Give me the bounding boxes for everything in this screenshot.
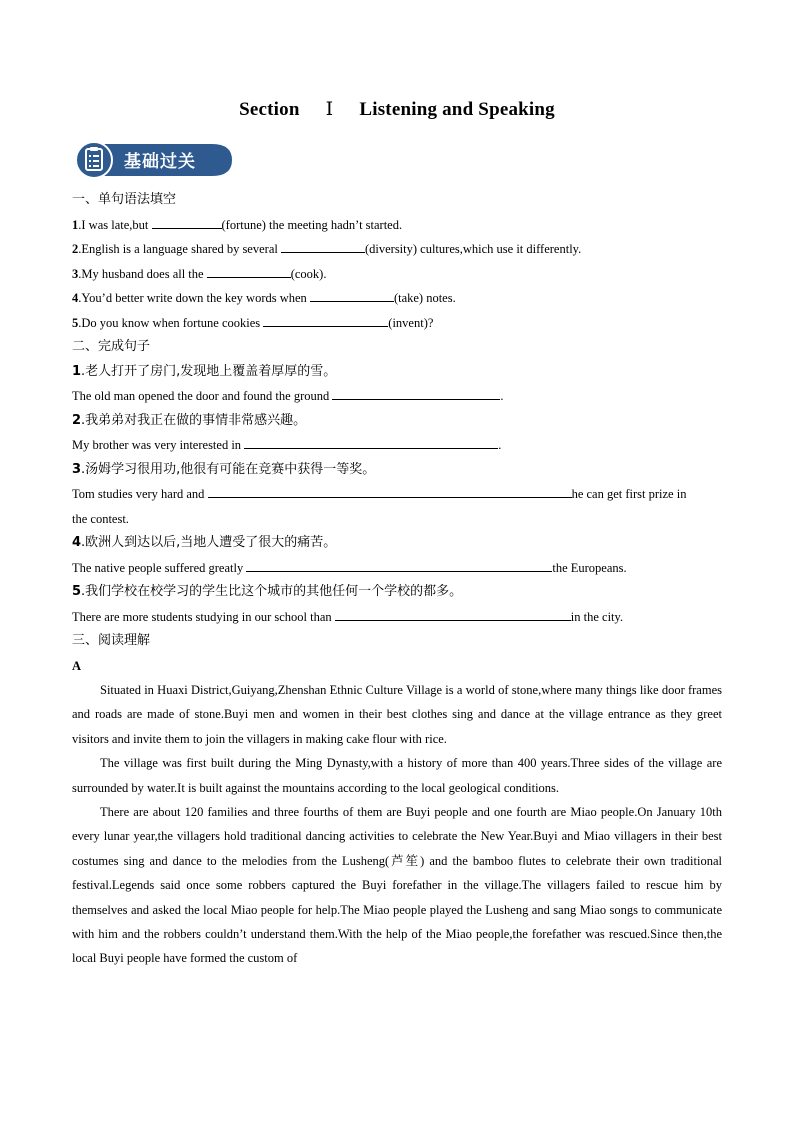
passage-paragraph-2: The village was first built during the Ming Dynasty,with a history of more than 400 years.Three sides of the village are surrounded by water.It is built against the mountains according to the local geological conditions. xyxy=(72,756,722,795)
item-text: .Do you know when fortune cookies xyxy=(78,315,264,330)
item-hint: (invent)? xyxy=(388,315,434,330)
part2-item-2-cn xyxy=(72,409,722,434)
item-text: .I was late,but xyxy=(78,217,152,232)
item-number: 2 xyxy=(72,412,82,428)
part1-item-2 xyxy=(72,237,722,262)
part2-item-5-en xyxy=(72,605,722,630)
part2-item-2-en xyxy=(72,433,722,458)
item-chinese: .欧洲人到达以后,当地人遭受了很大的痛苦。 xyxy=(81,535,337,550)
item-number: 3 xyxy=(72,461,82,477)
item-chinese: .我弟弟对我正在做的事情非常感兴趣。 xyxy=(81,412,307,428)
title-section: Section xyxy=(239,99,300,120)
part2-item-1-en xyxy=(72,384,722,409)
item-hint: (diversity) cultures,which use it differently. xyxy=(364,242,582,256)
item-number: 4 xyxy=(72,535,82,550)
item-hint: (cook). xyxy=(290,266,327,281)
answer-blank[interactable] xyxy=(335,606,571,621)
part2-heading: 二、完成句子 xyxy=(72,339,151,354)
worksheet-body xyxy=(72,188,722,1117)
item-hint: (take) notes. xyxy=(393,291,456,305)
section-badge xyxy=(74,140,234,180)
answer-blank[interactable] xyxy=(207,263,291,278)
answer-blank[interactable] xyxy=(281,238,365,253)
item-number: 3 xyxy=(72,266,79,281)
item-text-after: he can get first prize in xyxy=(571,487,687,501)
item-hint: (fortune) the meeting hadn’t started. xyxy=(221,217,403,232)
item-end: . xyxy=(498,438,502,452)
item-text: The native people suffered greatly xyxy=(72,560,247,575)
item-text: My brother was very interested in xyxy=(72,438,245,452)
item-number: 2 xyxy=(72,242,79,256)
answer-blank[interactable] xyxy=(310,287,394,302)
answer-blank[interactable] xyxy=(208,483,572,498)
item-end: . xyxy=(500,389,504,403)
part1-item-4 xyxy=(72,286,722,311)
answer-blank[interactable] xyxy=(246,557,552,572)
answer-blank[interactable] xyxy=(332,385,500,400)
title-roman-numeral: Ⅰ xyxy=(325,99,334,120)
item-chinese: .汤姆学习很用功,他很有可能在竞赛中获得一等奖。 xyxy=(81,461,376,477)
passage-paragraph-3: There are about 120 families and three fourths of them are Buyi people and one fourth are Miao people.On January 10th every lunar year,the villagers hold traditional dancing activities to celebrate the New Year.Buyi and Miao villagers in their best costumes sing and dance to the melodies from the Lusheng(芦笙) and the bamboo flutes to celebrate their own traditional festival.Legends said once some robbers captured the Buyi forefather in the village.The villagers failed to rescue him by themselves and asked the local Miao people for help.The Miao people played the Lusheng and sang Miao songs to communicate with him and the robbers couldn’t understand them.With the help of the Miao people,the forefather was rescued.Since then,the local Buyi people have formed the custom of xyxy=(72,805,722,966)
title-name: Listening and Speaking xyxy=(359,99,555,120)
part2-item-3-cn xyxy=(72,458,722,483)
part3-heading: 三、阅读理解 xyxy=(72,633,151,648)
item-chinese: .老人打开了房门,发现地上覆盖着厚厚的雪。 xyxy=(81,363,337,379)
answer-blank[interactable] xyxy=(244,434,498,449)
part1-heading: 一、单句语法填空 xyxy=(72,192,177,207)
item-text-after: the Europeans. xyxy=(552,560,627,575)
item-chinese: .我们学校在校学习的学生比这个城市的其他任何一个学校的都多。 xyxy=(81,584,463,599)
passage-paragraph-1: Situated in Huaxi District,Guiyang,Zhenshan Ethnic Culture Village is a world of stone,where many things like door frames and roads are made of stone.Buyi men and women in their best clothes sing and dance at the village entrance as they greet visitors and invite them to join the villagers in making cake flour with rice. xyxy=(72,683,722,746)
item-text: Tom studies very hard and xyxy=(72,487,208,501)
item-number: 5 xyxy=(72,315,79,330)
item-text: The old man opened the door and found the ground xyxy=(72,389,333,403)
part2-item-1-cn xyxy=(72,360,722,385)
item-number: 4 xyxy=(72,291,79,305)
passage-label: A xyxy=(72,658,82,673)
part1-item-3 xyxy=(72,262,722,287)
item-text-after: in the city. xyxy=(570,609,624,624)
part2-item-4-en xyxy=(72,556,722,581)
item-number: 1 xyxy=(72,217,79,232)
item-text: There are more students studying in our school than xyxy=(72,609,335,624)
part2-item-3-en xyxy=(72,482,722,507)
answer-blank[interactable] xyxy=(152,214,222,229)
part2-item-4-cn xyxy=(72,531,722,556)
page-title xyxy=(0,98,794,121)
part1-item-1 xyxy=(72,213,722,238)
item-number: 5 xyxy=(72,584,82,599)
part2-item-5-cn xyxy=(72,580,722,605)
badge-label: 基础过关 xyxy=(124,152,196,172)
answer-blank[interactable] xyxy=(263,312,388,327)
item-number: 1 xyxy=(72,363,82,379)
item-text: .You’d better write down the key words when xyxy=(78,291,310,305)
item-text: .English is a language shared by several xyxy=(78,242,281,256)
part2-item-3-cont: the contest. xyxy=(72,511,129,526)
part1-item-5 xyxy=(72,311,722,336)
item-text: .My husband does all the xyxy=(78,266,207,281)
